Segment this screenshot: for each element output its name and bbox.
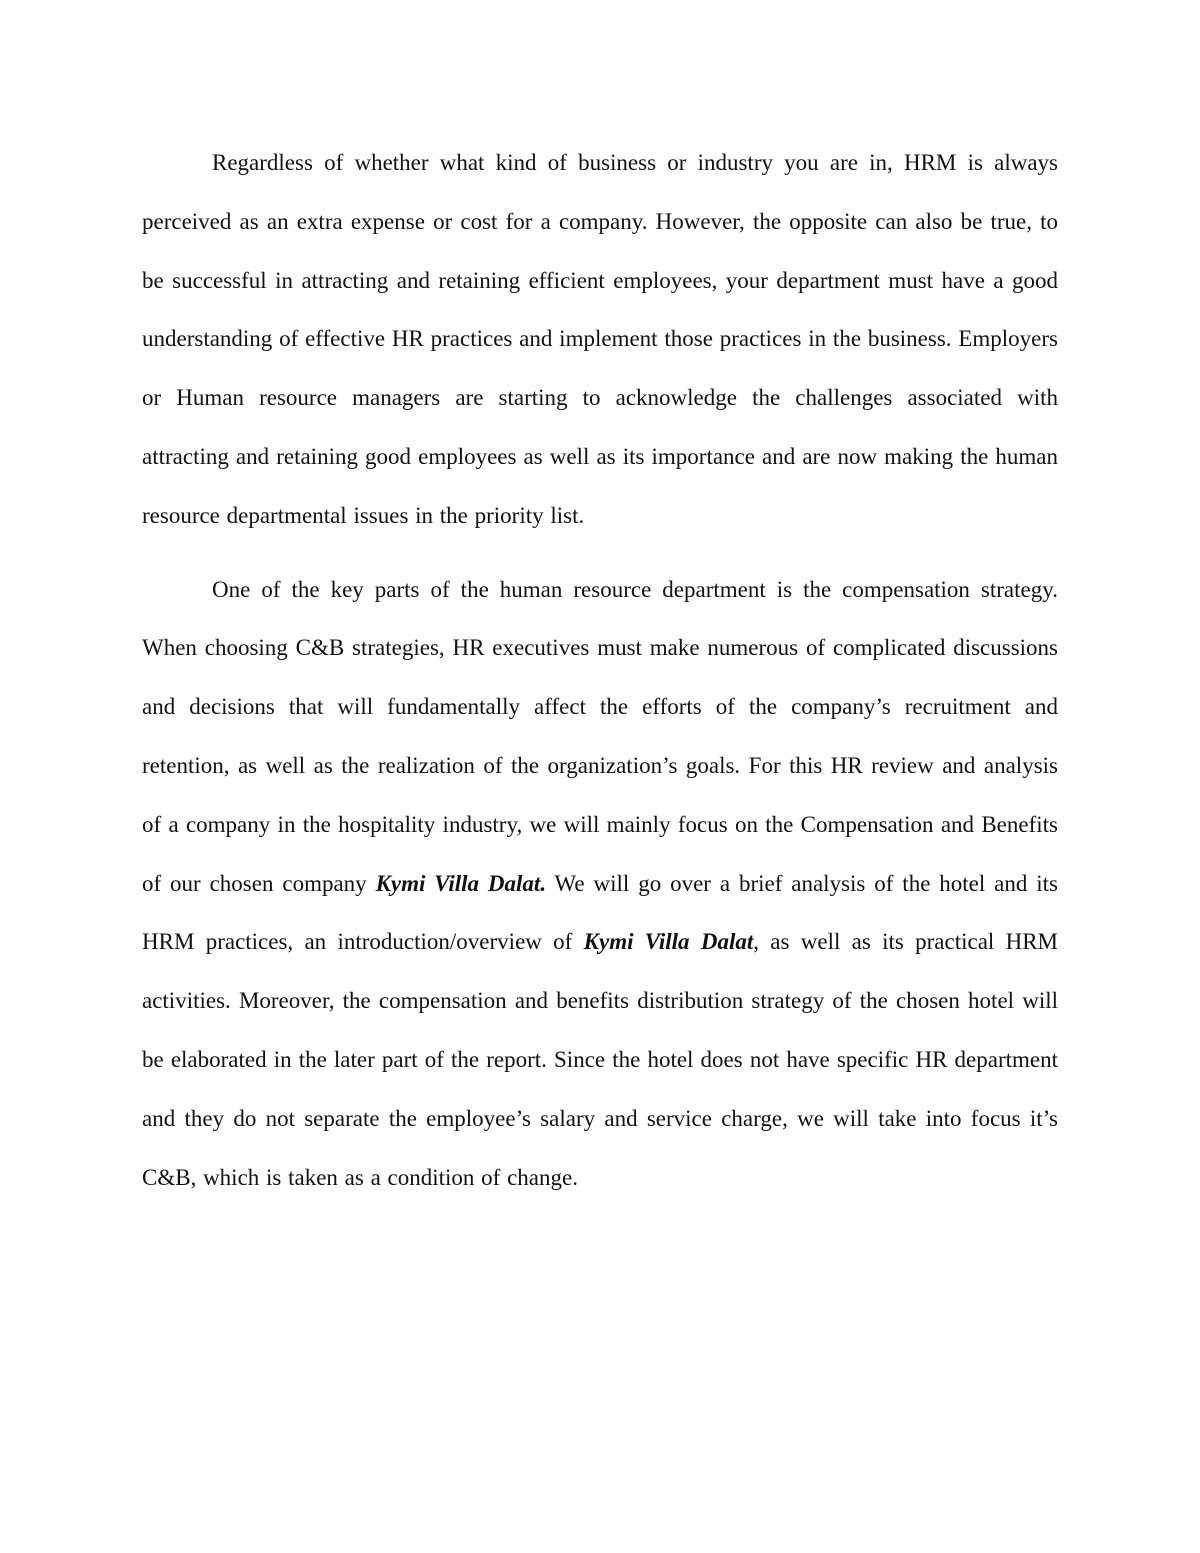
paragraph-1	[142, 134, 1058, 546]
paragraph-2	[142, 561, 1058, 1208]
paragraph-2-text-c: , as well as its practical HRM activities. Moreover, the compensation and benefits distribution strategy of the chosen hotel will be elaborated in the later part of the report. Since the hotel does not have specific HR department and they do not separate the employee’s salary and service charge, we will take into focus it’s C&B, which is taken as a condition of change.	[142, 929, 1059, 1190]
paragraph-2-text-b: We will go over a brief analysis of the hotel and its HRM practices, an introduction/overview of	[142, 870, 1059, 955]
company-name-emphasis: Kymi Villa Dalat	[583, 929, 754, 955]
paragraph-2-text-a: One of the key parts of the human resource department is the compensation strategy. When choosing C&B strategies, HR executives must make numerous of complicated discussions and decisions that will fundamentally affect the efforts of the company’s recruitment and retention, as well as the realization of the organization’s goals. For this HR review and analysis of a company in the hospitality industry, we will mainly focus on the Compensation and Benefits of our chosen company	[142, 576, 1058, 896]
company-name-emphasis: Kymi Villa Dalat.	[375, 870, 547, 896]
paragraph-1-text: Regardless of whether what kind of business or industry you are in, HRM is always perceived as an extra expense or cost for a company. However, the opposite can also be true, to be successful in attracting and retaining efficient employees, your department must have a good understanding of effective HR practices and implement those practices in the business. Employers or Human resource managers are starting to acknowledge the challenges associated with attracting and retaining good employees as well as its importance and are now making the human resource departmental issues in the priority list.	[142, 150, 1058, 528]
document-body	[142, 134, 1058, 1207]
